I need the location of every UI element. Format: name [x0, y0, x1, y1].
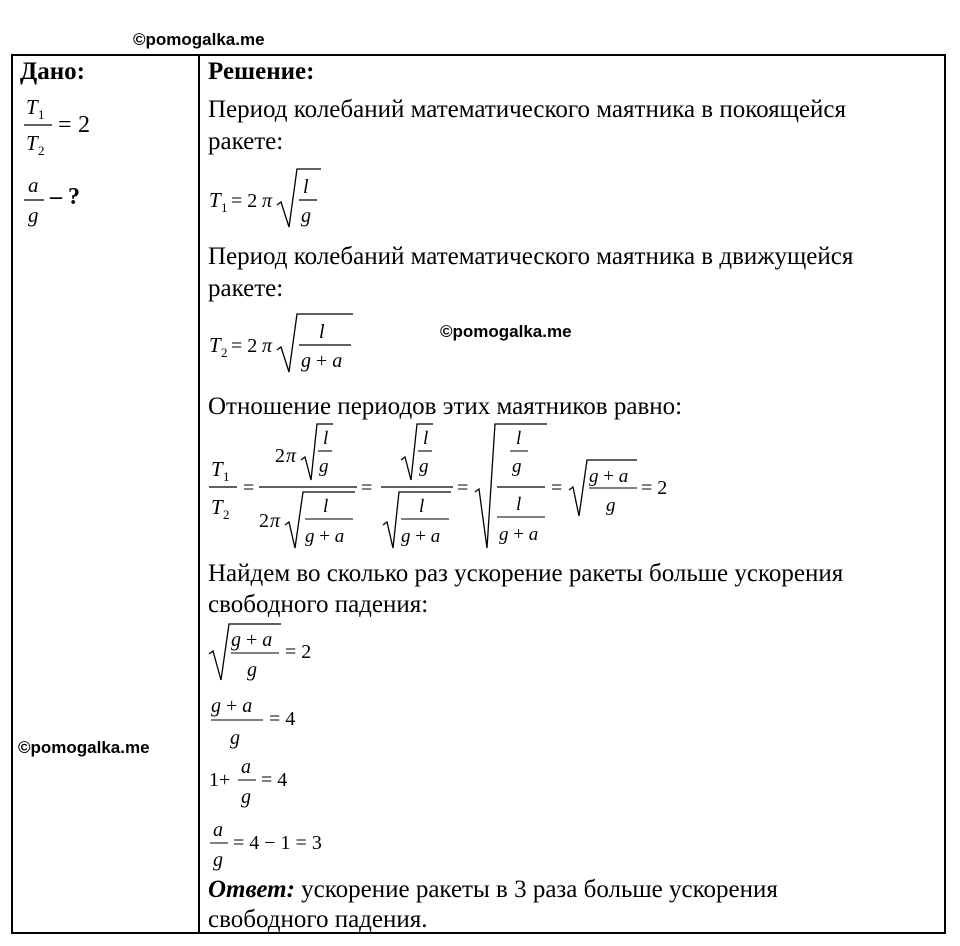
svg-text:g: g	[301, 205, 311, 227]
svg-text:l: l	[323, 496, 329, 517]
column-divider	[198, 56, 200, 932]
svg-text:π: π	[262, 190, 273, 212]
svg-text:=: =	[361, 477, 373, 499]
answer-line2: свободного падения.	[208, 906, 428, 933]
formula-step3	[205, 755, 325, 820]
paragraph-rest-period-line1: Период колебаний математического маятника в покоящейся	[208, 96, 846, 123]
svg-text:T: T	[26, 131, 38, 155]
svg-text:l: l	[419, 496, 425, 517]
svg-text:g: g	[419, 456, 429, 477]
formula-t1	[205, 165, 335, 235]
answer-line1	[208, 876, 778, 904]
svg-text:= 2: = 2	[641, 477, 668, 499]
svg-text:g: g	[213, 849, 223, 871]
formula-step4	[205, 816, 355, 881]
svg-text:2: 2	[38, 143, 45, 158]
svg-text:=: =	[58, 112, 72, 138]
svg-text:1: 1	[38, 107, 45, 122]
svg-text:l: l	[516, 494, 522, 515]
svg-text:l: l	[516, 428, 522, 449]
svg-text:g + a: g + a	[305, 526, 345, 547]
svg-text:g: g	[606, 495, 616, 516]
svg-text:a: a	[241, 756, 251, 778]
paragraph-find-line1: Найдем во сколько раз ускорение ракеты больше ускорения	[208, 560, 844, 587]
svg-text:g + a: g + a	[301, 350, 343, 372]
svg-text:T: T	[211, 495, 223, 519]
svg-text:l: l	[323, 428, 329, 449]
svg-text:2: 2	[275, 445, 285, 467]
svg-text:π: π	[262, 335, 273, 357]
paragraph-rest-period-line2: ракете:	[208, 128, 284, 155]
svg-text:1+: 1+	[209, 769, 231, 791]
svg-text:2: 2	[221, 345, 228, 360]
paragraph-ratio: Отношение периодов этих маятников равно:	[208, 393, 683, 420]
answer-label: Ответ:	[208, 876, 295, 903]
svg-text:2: 2	[78, 112, 90, 138]
formula-step2	[205, 690, 325, 755]
answer-text-line1: ускорение ракеты в 3 раза больше ускорения	[294, 876, 778, 903]
svg-text:2: 2	[223, 507, 230, 522]
svg-text:g: g	[319, 456, 329, 477]
svg-text:= 4: = 4	[269, 708, 296, 730]
svg-text:π: π	[286, 445, 297, 467]
svg-text:g + a: g + a	[231, 629, 273, 651]
svg-text:=: =	[457, 477, 469, 499]
svg-text:g + a: g + a	[211, 695, 253, 717]
svg-text:T: T	[209, 333, 221, 357]
svg-text:g: g	[241, 786, 251, 808]
svg-text:T: T	[26, 95, 38, 119]
svg-text:a: a	[28, 173, 39, 197]
svg-text:g: g	[512, 456, 522, 477]
svg-text:g: g	[230, 727, 240, 749]
svg-text:= 4: = 4	[261, 769, 288, 791]
svg-text:= 2: = 2	[231, 190, 258, 212]
svg-text:a: a	[213, 819, 223, 841]
svg-text:=: =	[243, 477, 255, 499]
svg-text:1: 1	[221, 200, 228, 215]
svg-text:= 4 − 1 = 3: = 4 − 1 = 3	[233, 832, 322, 854]
given-ratio-formula	[18, 92, 108, 162]
solution-header: Решение:	[208, 58, 315, 85]
svg-text:– ?: – ?	[50, 184, 80, 210]
formula-step1	[205, 620, 335, 690]
svg-text:g: g	[28, 203, 39, 227]
svg-text:=: =	[551, 477, 563, 499]
formula-t2	[205, 310, 365, 380]
given-header: Дано:	[20, 58, 85, 85]
svg-text:T: T	[209, 188, 221, 212]
watermark-top: ©pomogalka.me	[133, 30, 265, 49]
svg-text:g + a: g + a	[401, 526, 441, 547]
svg-text:= 2: = 2	[285, 641, 312, 663]
watermark-left: ©pomogalka.me	[18, 738, 150, 757]
paragraph-find-line2: свободного падения:	[208, 591, 429, 618]
svg-text:= 2: = 2	[231, 335, 258, 357]
svg-text:l: l	[423, 428, 429, 449]
svg-text:l: l	[319, 321, 325, 343]
watermark-middle: ©pomogalka.me	[440, 322, 572, 341]
svg-text:g: g	[247, 659, 257, 681]
svg-text:T: T	[211, 457, 223, 481]
paragraph-moving-period-line2: ракете:	[208, 275, 284, 302]
svg-text:l: l	[303, 176, 309, 198]
svg-text:g + a: g + a	[499, 524, 539, 545]
formula-ratio-chain	[205, 420, 695, 555]
svg-text:g + a: g + a	[589, 466, 629, 487]
svg-text:2: 2	[259, 510, 269, 532]
svg-text:1: 1	[223, 469, 230, 484]
given-unknown-formula	[18, 170, 118, 240]
svg-text:π: π	[270, 510, 281, 532]
paragraph-moving-period-line1: Период колебаний математического маятника в движущейся	[208, 243, 854, 270]
